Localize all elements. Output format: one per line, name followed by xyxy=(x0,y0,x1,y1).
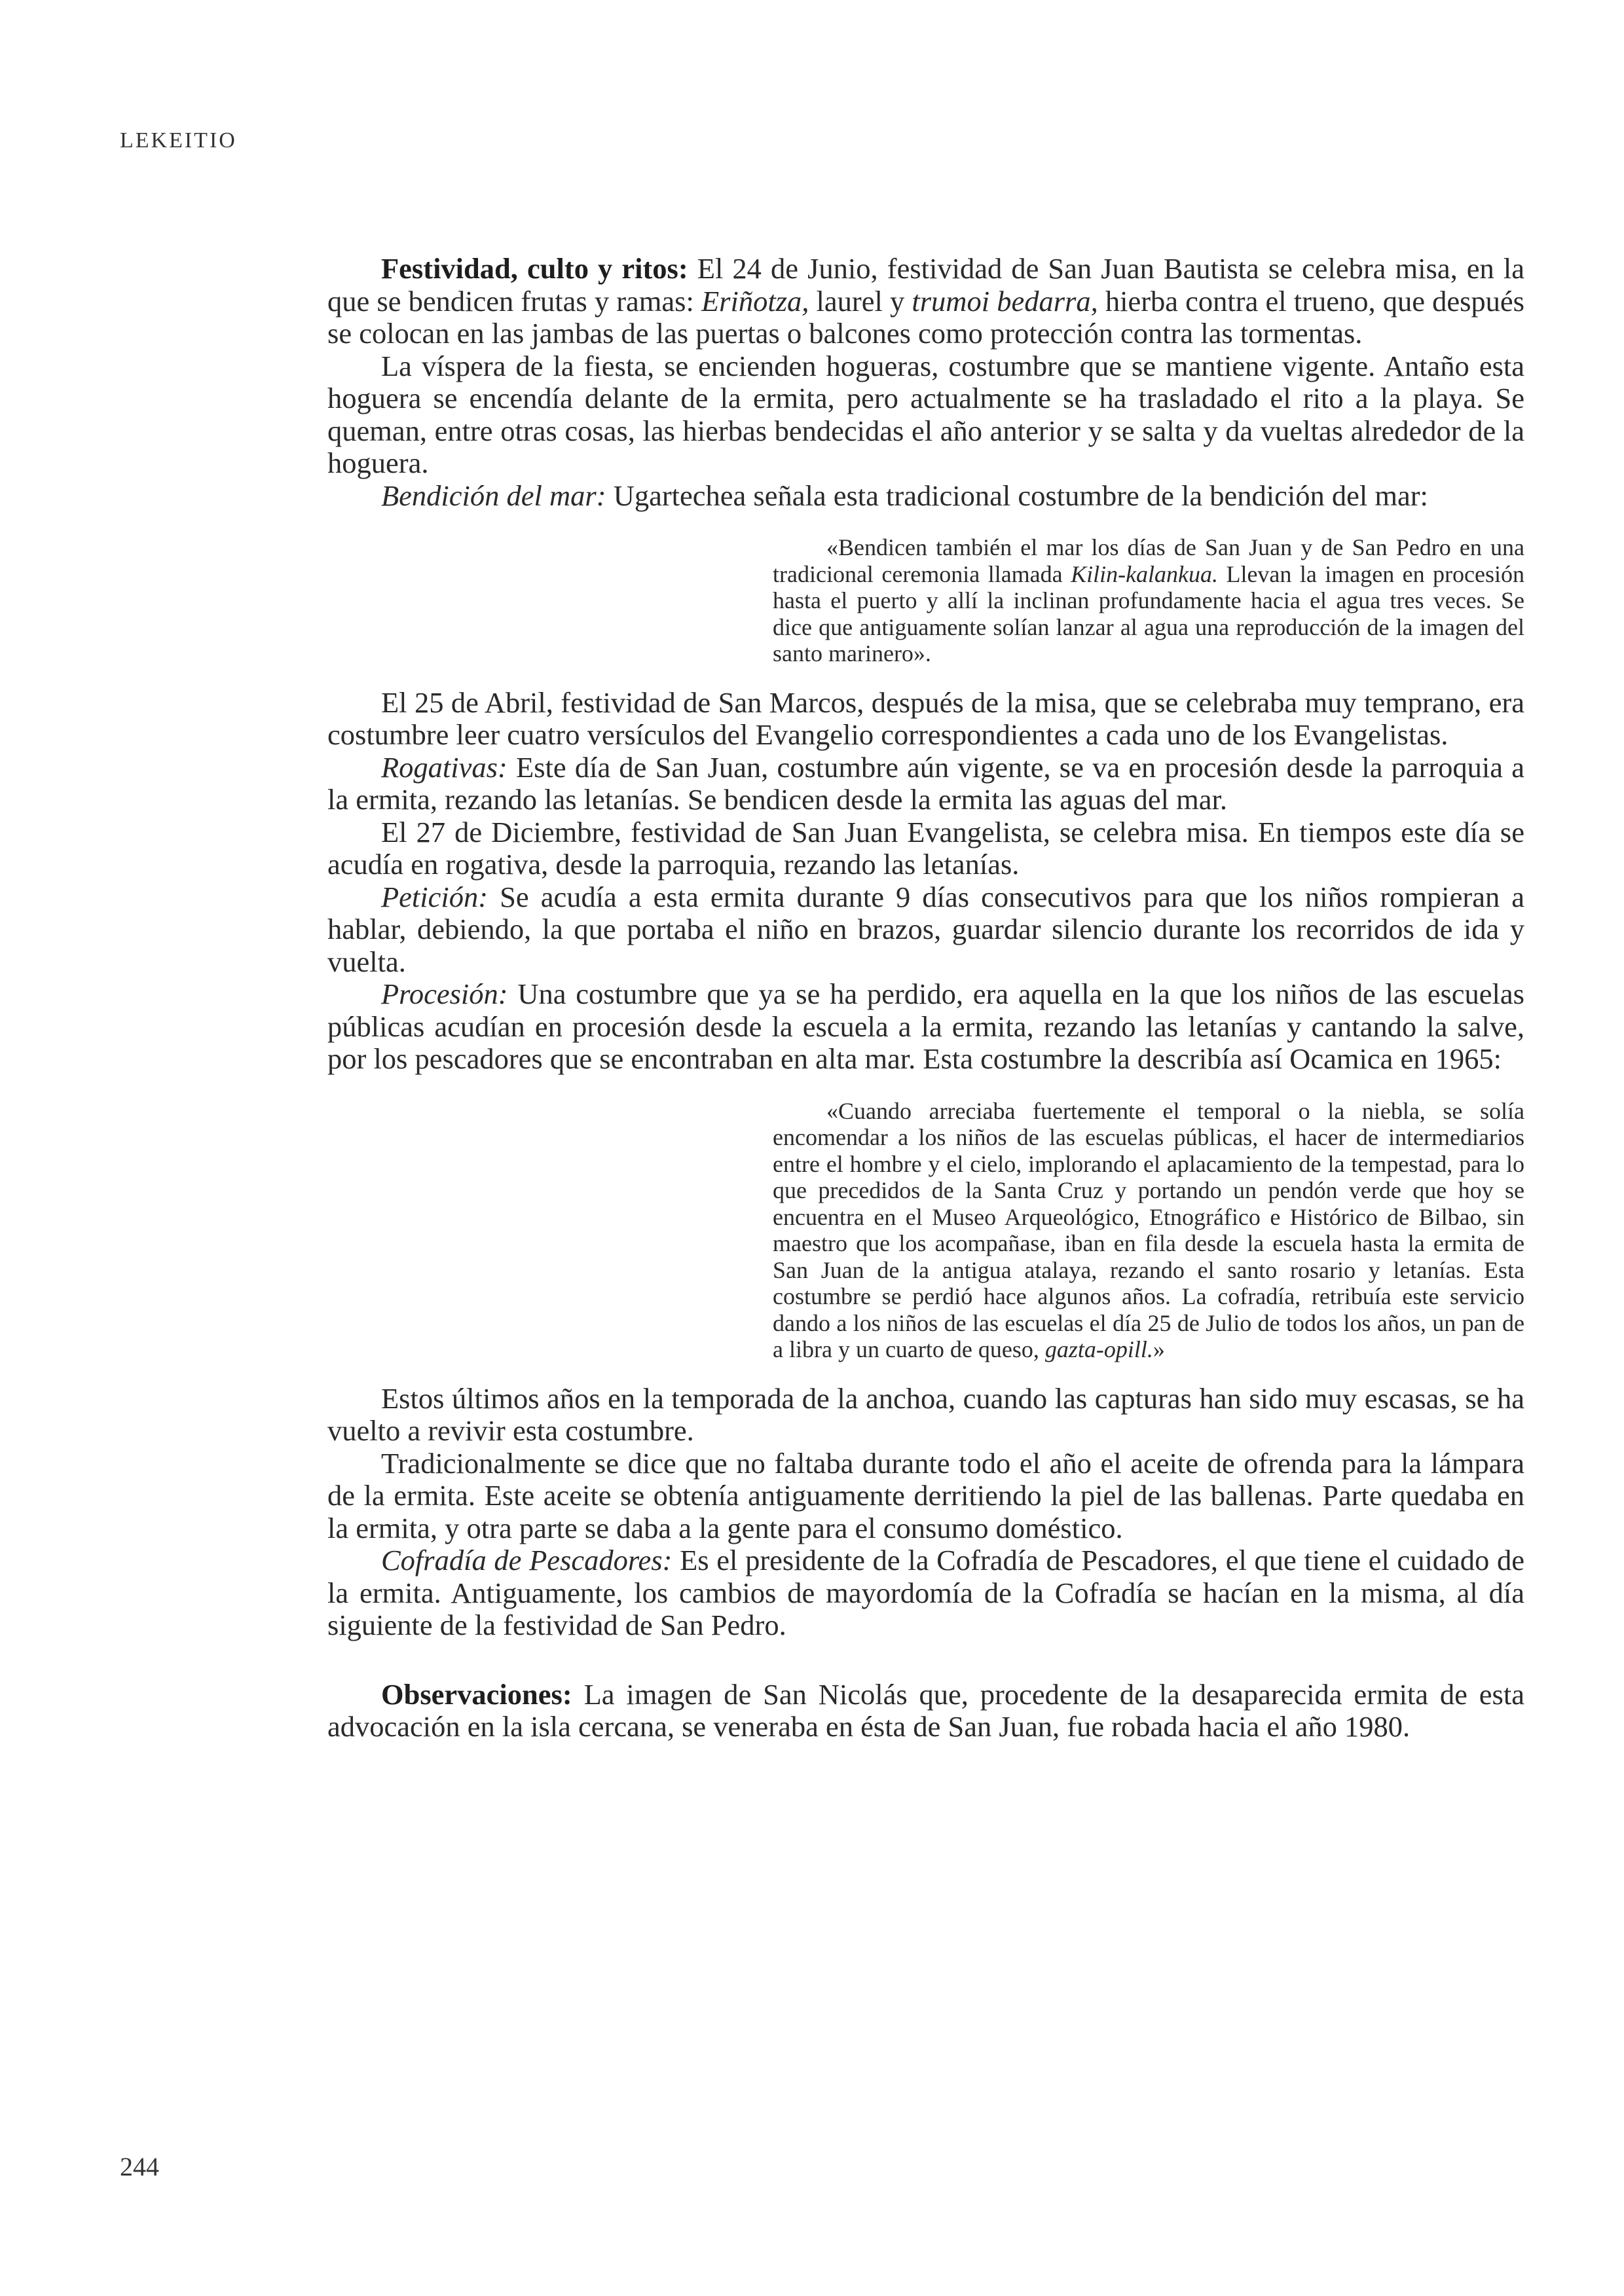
term-kilin-kalankua: Kilin-kalankua. xyxy=(1071,560,1219,587)
quote-ugartechea xyxy=(773,534,1524,667)
quote-ocamica xyxy=(773,1098,1524,1363)
paragraph-vispera: La víspera de la fiesta, se encienden hogueras, costumbre que se mantiene vigente. Antaño esta hoguera se encendía delante de la ermita, pero actualmente se ha trasladado el rito a la playa. Se queman, entre otras cosas, las hierbas bendecidas el año anterior y se salta y da vueltas alrededor de la hoguera. xyxy=(327,349,1524,479)
page-number: 244 xyxy=(120,2152,159,2181)
paragraph-peticion: Petición: Se acudía a esta ermita durante 9 días consecutivos para que los niños rompieran a hablar, debiendo, la que portaba el niño en brazos, guardar silencio durante los recorridos de ida y vuelta. xyxy=(327,880,1524,978)
label-procesion: Procesión: xyxy=(381,977,508,1010)
paragraph-rogativas: Rogativas: Este día de San Juan, costumbre aún vigente, se va en procesión desde la parroquia a la ermita, rezando las letanías. Se bendicen desde la ermita las aguas del mar. xyxy=(327,750,1524,816)
quote-text: «Cuando arreciaba fuertemente el temporal o la niebla, se solía encomendar a los niños de las escuelas públicas, el hacer de intermediarios entre el hombre y el cielo, implorando el aplacamiento de la tempestad, para lo que precedidos de la Santa Cruz y portando un pendón verde que hoy se encuentra en el Museo Arqueológico, Etnográfico e Histórico de Bilbao, sin maestro que los acompañase, iban en fila desde la escuela hasta la ermita de San Juan de la antigua atalaya, rezando el santo rosario y letanías. Esta costumbre se perdió hace algunos años. La cofradía, retribuía este servicio dando a los niños de las escuelas el día 25 de Julio de todos los años, un pan de a libra y un cuarto de queso, gazta-opill.» xyxy=(773,1097,1524,1362)
quote-text: «Bendicen también el mar los días de San Juan y de San Pedro en una tradicional ceremonia llamada Kilin-kalankua. Llevan la imagen en procesión hasta el puerto y allí la inclinan profundamente hacia el agua tres veces. Se dice que antiguamente solían lanzar al agua una reproducción de la imagen del santo marinero». xyxy=(773,534,1524,666)
paragraph-festividad: Festividad, culto y ritos: El 24 de Junio, festividad de San Juan Bautista se celebra misa, en la que se bendicen frutas y ramas: Eriñotza, laurel y trumoi bedarra, hierba contra el trueno, que después se colocan en las jambas de las puertas o balcones como protección contra las tormentas. xyxy=(327,252,1524,350)
term-gazta-opill: gazta-opill. xyxy=(1044,1336,1153,1362)
section-heading-observaciones: Observaciones: xyxy=(381,1677,572,1711)
paragraph-bendicion: Bendición del mar: Ugartechea señala esta tradicional costumbre de la bendición del mar: xyxy=(381,479,1428,512)
paragraph-san-marcos: El 25 de Abril, festividad de San Marcos, después de la misa, que se celebraba muy temprano, era costumbre leer cuatro versículos del Evangelio correspondientes a cada uno de los Evangelistas. xyxy=(327,685,1524,751)
paragraph-cofradia: Cofradía de Pescadores: Es el presidente de la Cofradía de Pescadores, el que tiene el cuidado de la ermita. Antiguamente, los cambios de mayordomía de la Cofradía se hacían en la misma, al día siguiente de la festividad de San Pedro. xyxy=(327,1544,1524,1641)
paragraph-procesion: Procesión: Una costumbre que ya se ha perdido, era aquella en la que los niños de las escuelas públicas acudían en procesión desde la escuela a la ermita, rezando las letanías y cantando la salve, por los pescadores que se encontraban en alta mar. Esta costumbre la describía así Ocamica en 1965: xyxy=(327,977,1524,1075)
term-trumoi-bedarra: trumoi bedarra, xyxy=(912,284,1098,318)
paragraph-diciembre: El 27 de Diciembre, festividad de San Juan Evangelista, se celebra misa. En tiempos este día se acudía en rogativa, desde la parroquia, rezando las letanías. xyxy=(327,815,1524,881)
page-body xyxy=(327,253,1524,1743)
label-peticion: Petición: xyxy=(381,880,489,913)
paragraph-aceite: Tradicionalmente se dice que no faltaba durante todo el año el aceite de ofrenda para la lámpara de la ermita. Este aceite se obtenía antiguamente derritiendo la piel de las ballenas. Parte quedaba en la ermita, y otra parte se daba a la gente para el consumo doméstico. xyxy=(327,1446,1524,1544)
term-erinotza: Eriñotza, xyxy=(701,284,809,318)
label-cofradia: Cofradía de Pescadores: xyxy=(381,1544,673,1576)
label-rogativas: Rogativas: xyxy=(381,750,507,784)
paragraph-observaciones: Observaciones: La imagen de San Nicolás que, procedente de la desaparecida ermita de esta advocación en la isla cercana, se veneraba en ésta de San Juan, fue robada hacia el año 1980. xyxy=(327,1677,1524,1743)
label-bendicion: Bendición del mar: xyxy=(381,479,606,512)
section-heading-festividad: Festividad, culto y ritos: xyxy=(381,252,688,285)
running-head: LEKEITIO xyxy=(120,128,237,153)
paragraph-anchoa: Estos últimos años en la temporada de la anchoa, cuando las capturas han sido muy escasas, se ha vuelto a revivir esta costumbre. xyxy=(327,1381,1524,1447)
